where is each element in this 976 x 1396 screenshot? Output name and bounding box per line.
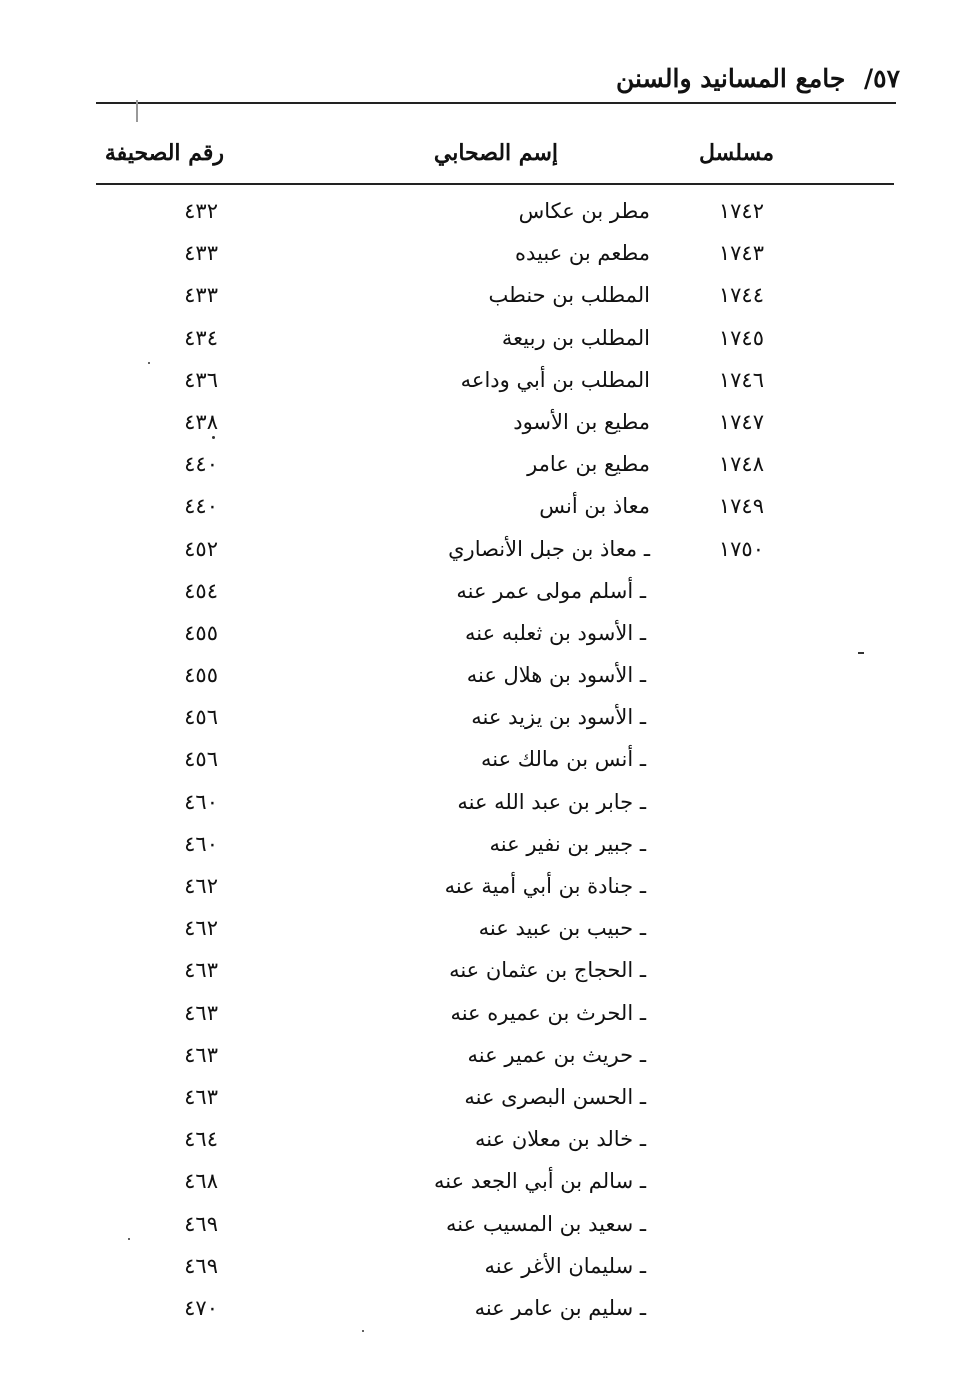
page-reference: ٤٥٢ <box>184 536 218 561</box>
page-reference: ٤٥٥ <box>184 620 218 645</box>
column-headers <box>0 140 976 176</box>
companion-name: ـ جابر بن عبد الله عنه <box>457 789 646 814</box>
serial-number: ١٧٤٥ <box>718 325 764 350</box>
table-row <box>0 1164 976 1206</box>
companion-name: مطعم بن عبيده <box>515 241 650 266</box>
scan-mark <box>136 100 138 122</box>
table-row <box>0 785 976 827</box>
companion-name: مطيع بن عامر <box>527 452 650 477</box>
page-reference: ٤٣٣ <box>184 283 218 308</box>
header-rule <box>96 102 896 104</box>
companion-name: ـ سليم بن عامر عنه <box>474 1295 646 1320</box>
column-header-name: إسم الصحابي <box>433 140 558 166</box>
companion-name: ـ جبير بن نفير عنه <box>489 831 646 856</box>
companion-name: مطر بن عكاس <box>518 199 650 223</box>
table-row <box>0 911 976 953</box>
column-header-page: رقم الصحيفة <box>104 140 224 166</box>
index-table <box>0 194 976 1333</box>
table-row <box>0 700 976 742</box>
column-header-rule <box>96 183 894 185</box>
page-reference: ٤٦٢ <box>184 916 218 941</box>
table-row <box>0 532 976 574</box>
page-reference: ٤٦٠ <box>184 831 218 856</box>
companion-name: ـ أسلم مولى عمر عنه <box>456 578 646 603</box>
serial-number: ١٧٥٠ <box>718 536 764 561</box>
table-row <box>0 1038 976 1080</box>
scan-speck <box>148 362 150 364</box>
companion-name: مطيع بن الأسود <box>513 409 650 434</box>
page-reference: ٤٦٠ <box>184 789 218 814</box>
table-row <box>0 1291 976 1333</box>
table-row <box>0 574 976 616</box>
serial-number: ١٧٤٣ <box>718 241 764 266</box>
companion-name: ـ سعيد بن المسيب عنه <box>446 1211 646 1236</box>
table-row <box>0 1080 976 1122</box>
page-number: ٥٧/ <box>864 64 900 93</box>
companion-name: ـ الأسود بن هلال عنه <box>466 663 646 688</box>
companion-name: ـ معاذ بن جبل الأنصاري <box>448 536 650 561</box>
companion-name: ـ الأسود بن يزيد عنه <box>471 705 646 730</box>
serial-number: ١٧٤٤ <box>718 283 764 308</box>
page-reference: ٤٦٣ <box>184 1000 218 1025</box>
scan-speck <box>128 1238 130 1240</box>
page-reference: ٤٥٦ <box>184 747 218 772</box>
table-row <box>0 1207 976 1249</box>
companion-name: ـ جنادة بن أبي أمية عنه <box>444 874 646 898</box>
table-row <box>0 658 976 700</box>
page-reference: ٤٦٩ <box>184 1253 218 1278</box>
table-row <box>0 405 976 447</box>
table-row <box>0 1249 976 1291</box>
page-reference: ٤٣٣ <box>184 241 218 266</box>
serial-number: ١٧٤٨ <box>718 452 764 477</box>
companion-name: المطلب بن ربيعة <box>501 325 650 350</box>
companion-name: ـ سليمان الأغر عنه <box>484 1253 646 1278</box>
companion-name: ـ الحسن البصرى عنه <box>464 1084 646 1109</box>
table-row <box>0 447 976 489</box>
table-row <box>0 616 976 658</box>
table-row <box>0 742 976 784</box>
page-reference: ٤٣٤ <box>184 325 218 350</box>
companion-name: معاذ بن أنس <box>539 494 650 519</box>
page-reference: ٤٥٤ <box>184 578 218 603</box>
page-reference: ٤٦٣ <box>184 1042 218 1067</box>
page-reference: ٤٦٣ <box>184 958 218 983</box>
table-row <box>0 278 976 320</box>
book-title: جامع المسانيد والسنن <box>616 64 846 93</box>
column-header-serial: مسلسل <box>699 140 774 166</box>
page-reference: ٤٦٩ <box>184 1211 218 1236</box>
page-reference: ٤٤٠ <box>184 452 218 477</box>
table-row <box>0 236 976 278</box>
companion-name: ـ سالم بن أبي الجعد عنه <box>434 1169 646 1194</box>
page-reference: ٤٣٢ <box>184 199 218 223</box>
table-row <box>0 194 976 236</box>
scan-speck <box>858 652 864 654</box>
serial-number: ١٧٤٢ <box>718 199 764 223</box>
companion-name: ـ الأسود بن ثعلبه عنه <box>465 620 646 645</box>
companion-name: ـ حبيب بن عبيد عنه <box>478 916 646 941</box>
running-head <box>616 64 900 93</box>
companion-name: ـ الحجاج بن عثمان عنه <box>449 958 646 983</box>
companion-name: ـ خالد بن معلان عنه <box>475 1127 646 1152</box>
table-row <box>0 489 976 531</box>
page-reference: ٤٣٦ <box>184 367 218 392</box>
table-row <box>0 869 976 911</box>
serial-number: ١٧٤٧ <box>718 409 764 434</box>
page-reference: ٤٥٦ <box>184 705 218 730</box>
page-reference: ٤٦٣ <box>184 1084 218 1109</box>
page-reference: ٤٦٢ <box>184 874 218 898</box>
serial-number: ١٧٤٦ <box>718 367 764 392</box>
page-reference: ٤٥٥ <box>184 663 218 688</box>
table-row <box>0 827 976 869</box>
page-reference: ٤٣٨ <box>184 409 218 434</box>
page-reference: ٤٦٨ <box>184 1169 218 1194</box>
companion-name: المطلب بن أبي وداعه <box>460 367 650 392</box>
companion-name: ـ أنس بن مالك عنه <box>480 747 646 772</box>
serial-number: ١٧٤٩ <box>718 494 764 519</box>
companion-name: ـ حريث بن عمير عنه <box>467 1042 646 1067</box>
table-row <box>0 321 976 363</box>
scan-speck <box>362 1330 364 1332</box>
scan-speck <box>212 436 215 439</box>
table-row <box>0 996 976 1038</box>
table-row <box>0 953 976 995</box>
companion-name: ـ الحرث بن عميره عنه <box>450 1000 646 1025</box>
page-reference: ٤٤٠ <box>184 494 218 519</box>
page-reference: ٤٧٠ <box>184 1295 218 1320</box>
table-row <box>0 363 976 405</box>
table-row <box>0 1122 976 1164</box>
companion-name: المطلب بن حنطب <box>488 283 650 308</box>
page-reference: ٤٦٤ <box>184 1127 218 1152</box>
